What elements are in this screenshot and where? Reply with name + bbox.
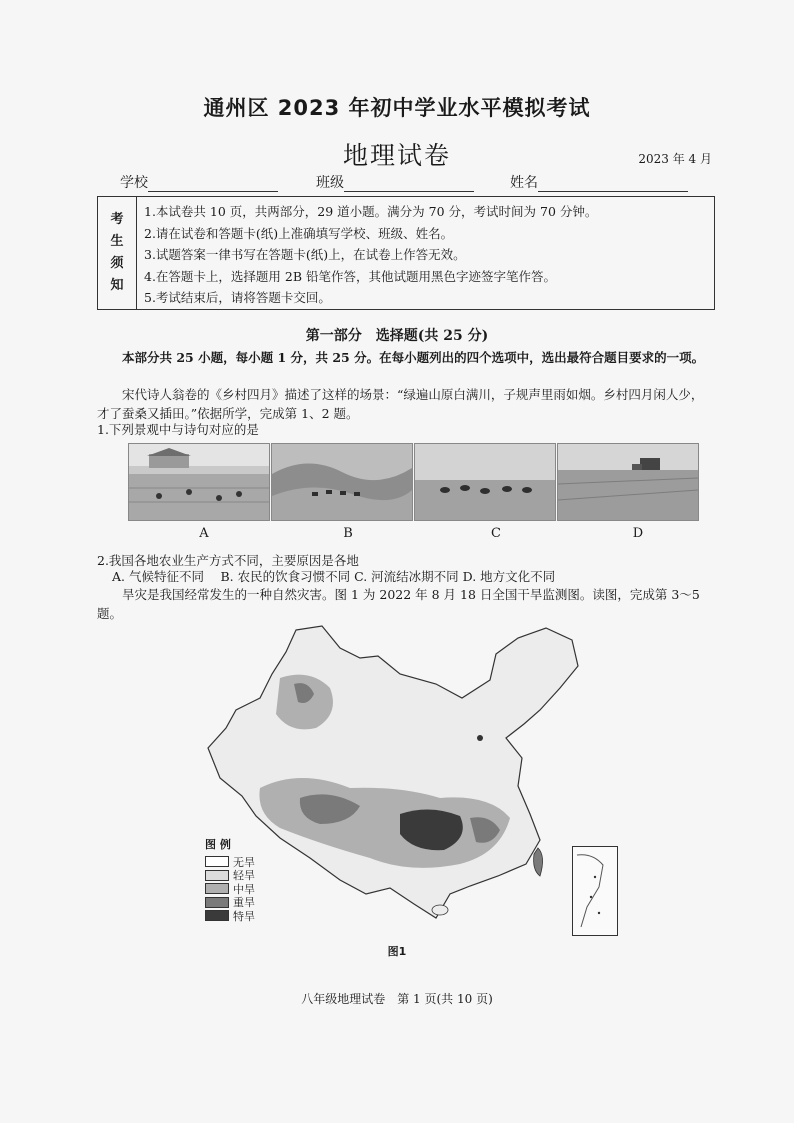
country-outline <box>208 626 578 918</box>
paddy-field-image <box>129 444 269 520</box>
legend-swatch <box>205 870 229 881</box>
desert-image <box>272 444 412 520</box>
grassland-image <box>415 444 555 520</box>
legend-swatch <box>205 883 229 894</box>
question-2: 2.我国各地农业生产方式不同，主要原因是各地 <box>97 553 359 568</box>
candidate-notice-box <box>97 196 715 310</box>
exam-subtitle: 地理试卷 <box>342 141 451 170</box>
exam-title: 通州区 2023 年初中学业水平模拟考试 <box>203 96 591 120</box>
section-title: 第一部分 选择题(共 25 分) <box>305 328 489 344</box>
name-label: 姓名 <box>510 175 538 191</box>
legend-row <box>205 909 255 923</box>
notice-item: 4.在答题卡上，选择题用 2B 铅笔作答，其他试题用黑色字迹签字笔作答。 <box>144 268 557 284</box>
legend-swatch <box>205 856 229 867</box>
photo-d-wheat-harvest[interactable] <box>557 443 699 521</box>
class-label: 班级 <box>316 175 344 191</box>
school-field[interactable] <box>120 172 278 192</box>
legend-label: 重旱 <box>233 896 255 910</box>
notice-char: 生 <box>110 234 124 249</box>
q1-photo-options <box>128 443 698 523</box>
legend-swatch <box>205 897 229 908</box>
notice-char: 考 <box>110 212 124 227</box>
photo-a-paddy-field[interactable] <box>128 443 270 521</box>
option-c[interactable]: C. 河流结冰期不同 <box>354 569 459 584</box>
option-b[interactable]: B. 农民的饮食习惯不同 <box>220 569 351 584</box>
capital-marker-icon <box>477 735 483 741</box>
drought-passage: 旱灾是我国经常发生的一种自然灾害。图 1 为 2022 年 8 月 18 日全国干旱监测图。读图，完成第 3～5 题。 <box>97 587 700 621</box>
photo-c-grassland[interactable] <box>414 443 556 521</box>
class-line[interactable] <box>344 175 474 192</box>
photo-label-a: A <box>199 526 209 541</box>
notice-item: 3.试题答案一律书写在答题卡(纸)上，在试卷上作答无效。 <box>144 247 466 262</box>
school-line[interactable] <box>148 175 278 192</box>
notice-char: 须 <box>110 256 124 271</box>
photo-b-desert[interactable] <box>271 443 413 521</box>
south-china-sea-map <box>573 847 617 935</box>
south-china-sea-inset <box>572 846 618 936</box>
notice-item: 1.本试卷共 10 页，共两部分，29 道小题。满分为 70 分，考试时间为 70 分钟。 <box>144 204 598 219</box>
notice-char: 知 <box>110 278 124 293</box>
notice-side-label <box>98 197 137 309</box>
school-label: 学校 <box>120 175 148 191</box>
hainan-island <box>432 905 448 915</box>
name-line[interactable] <box>538 175 688 192</box>
legend-label: 中旱 <box>233 882 255 896</box>
exam-date: 2023 年 4 月 <box>638 152 712 166</box>
photo-label-d: D <box>632 526 644 541</box>
wheat-harvest-image <box>558 444 698 520</box>
question-2-options <box>112 567 712 586</box>
photo-label-c: C <box>491 526 501 541</box>
legend-swatch <box>205 910 229 921</box>
china-drought-map <box>200 618 624 948</box>
legend-label: 轻旱 <box>233 869 255 883</box>
legend-label: 特旱 <box>233 909 255 923</box>
class-field[interactable] <box>316 172 474 192</box>
notice-item: 2.请在试卷和答题卡(纸)上准确填写学校、班级、姓名。 <box>144 225 454 241</box>
figure-caption: 图1 <box>387 945 407 958</box>
option-a[interactable]: A. 气候特征不同 <box>112 569 204 584</box>
question-1: 1.下列景观中与诗句对应的是 <box>97 422 259 437</box>
name-field[interactable] <box>510 172 688 192</box>
notice-list <box>144 201 597 309</box>
page-footer: 八年级地理试卷 第 1 页(共 10 页) <box>301 992 493 1006</box>
map-legend <box>205 836 255 923</box>
legend-label: 无旱 <box>233 855 255 869</box>
option-d[interactable]: D. 地方文化不同 <box>462 569 556 584</box>
taiwan-island <box>534 848 543 876</box>
notice-item: 5.考试结束后，请将答题卡交回。 <box>144 290 331 305</box>
drought-map <box>200 618 624 948</box>
section-intro: 本部分共 25 小题，每小题 1 分，共 25 分。在每小题列出的四个选项中，选出最符合题目要求的一项。 <box>122 350 705 365</box>
legend-title: 图 例 <box>205 838 231 851</box>
poem-passage: 宋代诗人翁卷的《乡村四月》描述了这样的场景：“绿遍山原白满川，子规声里雨如烟。乡村四月闲人少，才了蚕桑又插田。”依据所学，完成第 1、2 题。 <box>97 387 704 421</box>
photo-label-b: B <box>343 526 353 541</box>
